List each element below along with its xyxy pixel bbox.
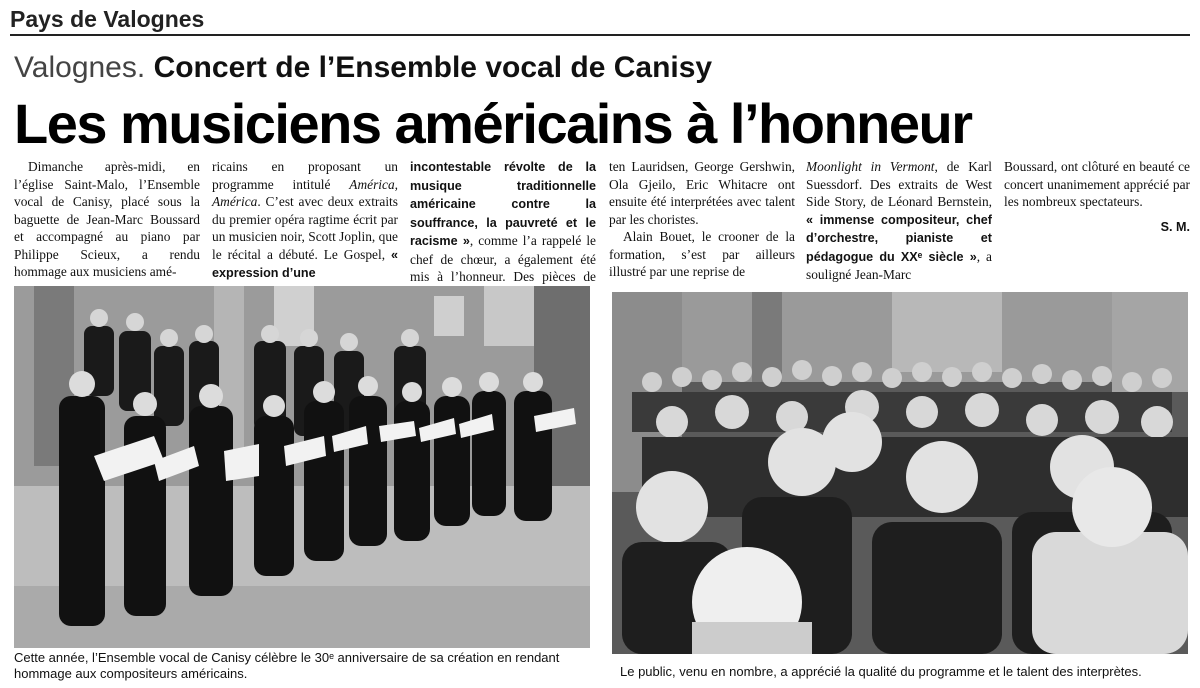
choir-photo <box>14 286 590 648</box>
choir-photo-caption: Cette année, l’Ensemble vocal de Canisy célèbre le 30ᵉ anniversaire de sa création en rendant hommage aux compositeurs américains. <box>14 650 560 681</box>
paragraph: incontestable révolte de la musique traditionnelle américaine contre la souffrance, la pauvreté et le racisme », comme l’a rappelé le chef de chœur, a également été mis à l’honneur. Des pièces de <box>410 160 596 284</box>
article-column-6 <box>1004 158 1190 236</box>
paragraph: ten Lauridsen, George Gershwin, Ola Gjeilo, Eric Whitacre ont ensuite été interprétées avec talent par les choristes. <box>609 159 795 227</box>
quote-bold: « immense compositeur, chef d’orchestre, pianiste et pédagogue du XXᵉ siècle » <box>806 212 992 264</box>
paragraph: Moonlight in Vermont, de Karl Suessdorf. Des extraits de West Side Story, de Léonard Bernstein, « immense compositeur, chef d’orchestre, pianiste et pédagogue du XXᵉ siècle », a souligné Jean-Marc <box>806 159 992 282</box>
article-column-3 <box>410 158 596 303</box>
quote-bold: incontestable révolte de la musique traditionnelle américaine contre la souffrance, la pauvreté et le racisme » <box>410 160 596 248</box>
program-title: América, América <box>212 176 398 209</box>
article-column-4 <box>609 158 795 281</box>
article-column-5 <box>806 158 992 284</box>
article-headline: Les musiciens américains à l’honneur <box>14 92 972 155</box>
kicker-place: Valognes. <box>14 51 146 84</box>
paragraph: ricains en proposant un programme intitulé América, América. C’est avec deux extraits du premier opéra ragtime écrit par un musicien noir, Scott Joplin, que le récital a débuté. Le Gospel, « expression d’une <box>212 159 398 280</box>
kicker-topic: Concert de l’Ensemble vocal de Canisy <box>153 51 713 84</box>
audience-photo-caption: Le public, venu en nombre, a apprécié la qualité du programme et le talent des interprètes. <box>620 664 1142 679</box>
song-title: Moonlight in Vermont <box>806 159 935 174</box>
article-column-2 <box>212 158 398 283</box>
paragraph: Dimanche après-midi, en l’église Saint-Malo, l’Ensemble vocal de Canisy, placé sous la baguette de Jean-Marc Boussard et accompagné au piano par Philippe Scieux, a rendu hommage aux musiciens amé- <box>14 159 200 279</box>
quote-bold: « expression d’une <box>212 247 398 280</box>
paragraph: Boussard, ont clôturé en beauté ce concert unanimement apprécié par les nombreux spectateurs. <box>1004 159 1190 209</box>
article-kicker <box>14 50 1194 86</box>
article-column-1 <box>14 158 200 281</box>
audience-photo <box>612 292 1188 654</box>
rubric-label: Pays de Valognes <box>10 6 205 32</box>
section-rubric <box>10 2 1190 36</box>
author-signature: S. M. <box>1160 219 1190 234</box>
paragraph: Alain Bouet, le crooner de la formation, s’est par ailleurs illustré par une reprise de <box>609 229 795 279</box>
